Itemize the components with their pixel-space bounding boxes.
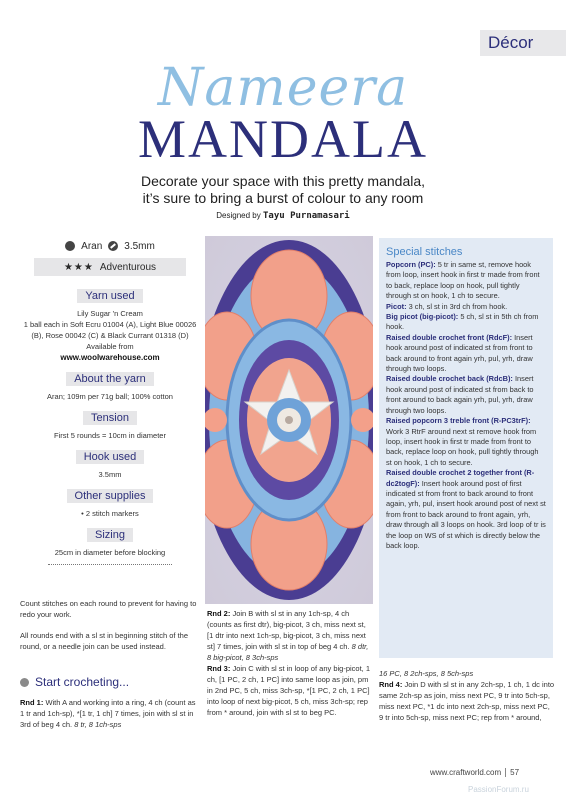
- about-yarn-label: About the yarn: [66, 372, 154, 386]
- dotted-divider: [48, 564, 172, 565]
- hook-used-section: [20, 447, 200, 480]
- round-3-label: Rnd 3:: [207, 664, 231, 673]
- about-yarn-body: Aran; 109m per 71g ball; 100% cotton: [47, 392, 173, 401]
- round-2-count: 8 dtr, 8 big-picot, 8 3ch-sps: [207, 642, 369, 662]
- yarn-weight: Aran: [81, 240, 103, 252]
- hook-icon: [108, 241, 118, 251]
- other-supplies-body: • 2 stitch markers: [81, 509, 139, 518]
- stitch-popcorn: Popcorn (PC): 5 tr in same st, remove hook from loop, insert hook in first tr made from front to back, replace loop on hook, pull tightly through st on hook, 1 ch to secure.: [386, 260, 540, 301]
- hook-used-label: Hook used: [76, 450, 145, 464]
- page-number: 57: [510, 768, 520, 777]
- left-column: [20, 236, 200, 565]
- supplier-link[interactable]: www.woolwarehouse.com: [60, 353, 160, 362]
- subtitle: [60, 173, 506, 207]
- yarn-ball-icon: [65, 241, 75, 251]
- start-heading: [20, 675, 129, 689]
- note-paragraph-1: Count stitches on each round to prevent for having to redo your work.: [20, 599, 197, 619]
- round-4-text: Join D with sl st in any 2ch-sp, 1 ch, 1 dc into same 2ch-sp as join, miss next PC, 9 tr into 5ch-sp, miss next PC, *1 dc into next 2ch-sp, miss next PC, 9 tr into 5ch-sp, miss next PC; rep from * around,: [379, 680, 555, 722]
- round-4: [379, 679, 555, 723]
- about-yarn-section: [20, 369, 200, 402]
- yarn-used-label: Yarn used: [77, 289, 142, 303]
- stitch-rdcf: Raised double crochet front (RdcF): Insert hook around post of indicated st from front to back around to front again yrh, pul, yrh, draw through two loops.: [386, 332, 533, 374]
- round-1: [20, 697, 200, 730]
- difficulty-level: Adventurous: [99, 261, 157, 273]
- footer-site[interactable]: www.craftworld.com: [430, 768, 502, 777]
- subtitle-line-1: Decorate your space with this pretty mandala,: [140, 173, 426, 189]
- middle-column: [207, 608, 373, 718]
- yarn-used-line-1: Lily Sugar ’n Cream: [77, 309, 143, 318]
- round-3: [207, 663, 373, 718]
- yarn-used-section: [20, 286, 200, 363]
- hook-size: 3.5mm: [124, 240, 155, 252]
- stitch-picot: Picot: 3 ch, sl st in 3rd ch from hook.: [386, 301, 508, 311]
- sizing-section: [20, 525, 200, 558]
- subtitle-line-2: it’s sure to bring a burst of colour to any room: [142, 190, 424, 206]
- section-tab: Décor: [480, 30, 566, 56]
- watermark: PassionForum.ru: [468, 785, 529, 794]
- sizing-body: 25cm in diameter before blocking: [54, 548, 166, 557]
- title-script: Nameera: [157, 58, 409, 118]
- mandala-photo: [205, 236, 373, 604]
- special-stitches-title: Special stitches: [386, 246, 463, 258]
- other-supplies-label: Other supplies: [67, 489, 154, 503]
- stitch-r-dc2togf: Raised double crochet 2 together front (R-dc2togF): Insert hook around post of first indicated st from front to back around to front again, yrh, pul, insert hook around post of next st from front to back around to front again, yrh, draw through all 3 loops on hook. 3rd loop of tr is the loop on WS of st which is directly below the back loop.: [386, 468, 546, 550]
- round-3-text: Join C with sl st in loop of any big-picot, 1 ch, [1 PC, 2 ch, 1 PC] into same loop as join, pm in 2nd PC, 5 ch, miss 3ch-sp, *[1 PC, 2 ch, 1 PC] into loop of next big-picot, 5 ch, miss 3ch-sp; rep from * around, join with sl st to beg PC.: [207, 664, 371, 717]
- start-heading-text: Start crocheting...: [35, 675, 130, 689]
- note-paragraph-2: All rounds end with a sl st in beginning stitch of the round, or a needle join can be used instead.: [20, 631, 189, 651]
- tension-section: [20, 408, 200, 441]
- round-2-text: Join B with sl st in any 1ch-sp, 4 ch (counts as first dtr), big-picot, 3 ch, miss next st, [1 dtr into next 1ch-sp, big-picot, 3 ch, miss next st] 7 times, join with sl st in top of beg 4 ch.: [207, 609, 366, 651]
- sizing-label: Sizing: [87, 528, 133, 542]
- mandala-illustration: [205, 236, 373, 604]
- round-1-count: 8 tr, 8 1ch-sps: [74, 720, 122, 729]
- designer-credit: [0, 211, 566, 221]
- round-4-label: Rnd 4:: [379, 680, 403, 689]
- tension-body: First 5 rounds = 10cm in diameter: [54, 431, 166, 440]
- round-2-label: Rnd 2:: [207, 609, 231, 618]
- special-stitches-panel: [379, 238, 553, 658]
- round-1-label: Rnd 1:: [20, 698, 44, 707]
- right-column: [379, 668, 555, 723]
- stitch-r-pc3trf: Raised popcorn 3 treble front (R-PC3trF): Work 3 RtrF around next st remove hook from loop, insert hook in first tr made from front to back, replace loop on hook, pull tightly through st on hook, 1 ch to secure.: [386, 416, 539, 467]
- other-supplies-section: [20, 486, 200, 519]
- designer-name: Tayu Purnamasari: [263, 211, 350, 221]
- round-3-count: 16 PC, 8 2ch-sps, 8 5ch-sps: [379, 669, 474, 678]
- round-2: [207, 608, 373, 663]
- stitch-big-picot: Big picot (big-picot): 5 ch, sl st in 5th ch from hook.: [386, 312, 539, 332]
- yarn-used-line-3: Available from: [86, 342, 134, 351]
- stitch-rdcb: Raised double crochet back (RdcB): Insert hook around post of indicated st from back to front around to back again yrh, pul, yrh, draw through two loops.: [386, 374, 534, 415]
- difficulty-bar: [34, 258, 186, 276]
- title-main: MANDALA: [138, 109, 428, 169]
- footer-separator: [505, 768, 506, 777]
- page-footer: [430, 768, 519, 777]
- designer-prefix: Designed by: [216, 211, 261, 220]
- yarn-used-line-2: 1 ball each in Soft Ecru 01004 (A), Light Blue 00026 (B), Rose 00042 (C) & Black Currant 01318 (D): [23, 320, 197, 340]
- hook-used-body: 3.5mm: [98, 470, 122, 479]
- round-1-text: With A and working into a ring, 4 ch (count as 1 tr and 1ch-sp), *[1 tr, 1 ch] 7 times, join with sl st in 3rd of beg 4 ch.: [20, 698, 196, 729]
- difficulty-stars: ★★★: [63, 261, 94, 273]
- tension-label: Tension: [83, 411, 137, 425]
- bullet-dot-icon: [20, 678, 29, 687]
- yarn-hook-row: [20, 236, 200, 256]
